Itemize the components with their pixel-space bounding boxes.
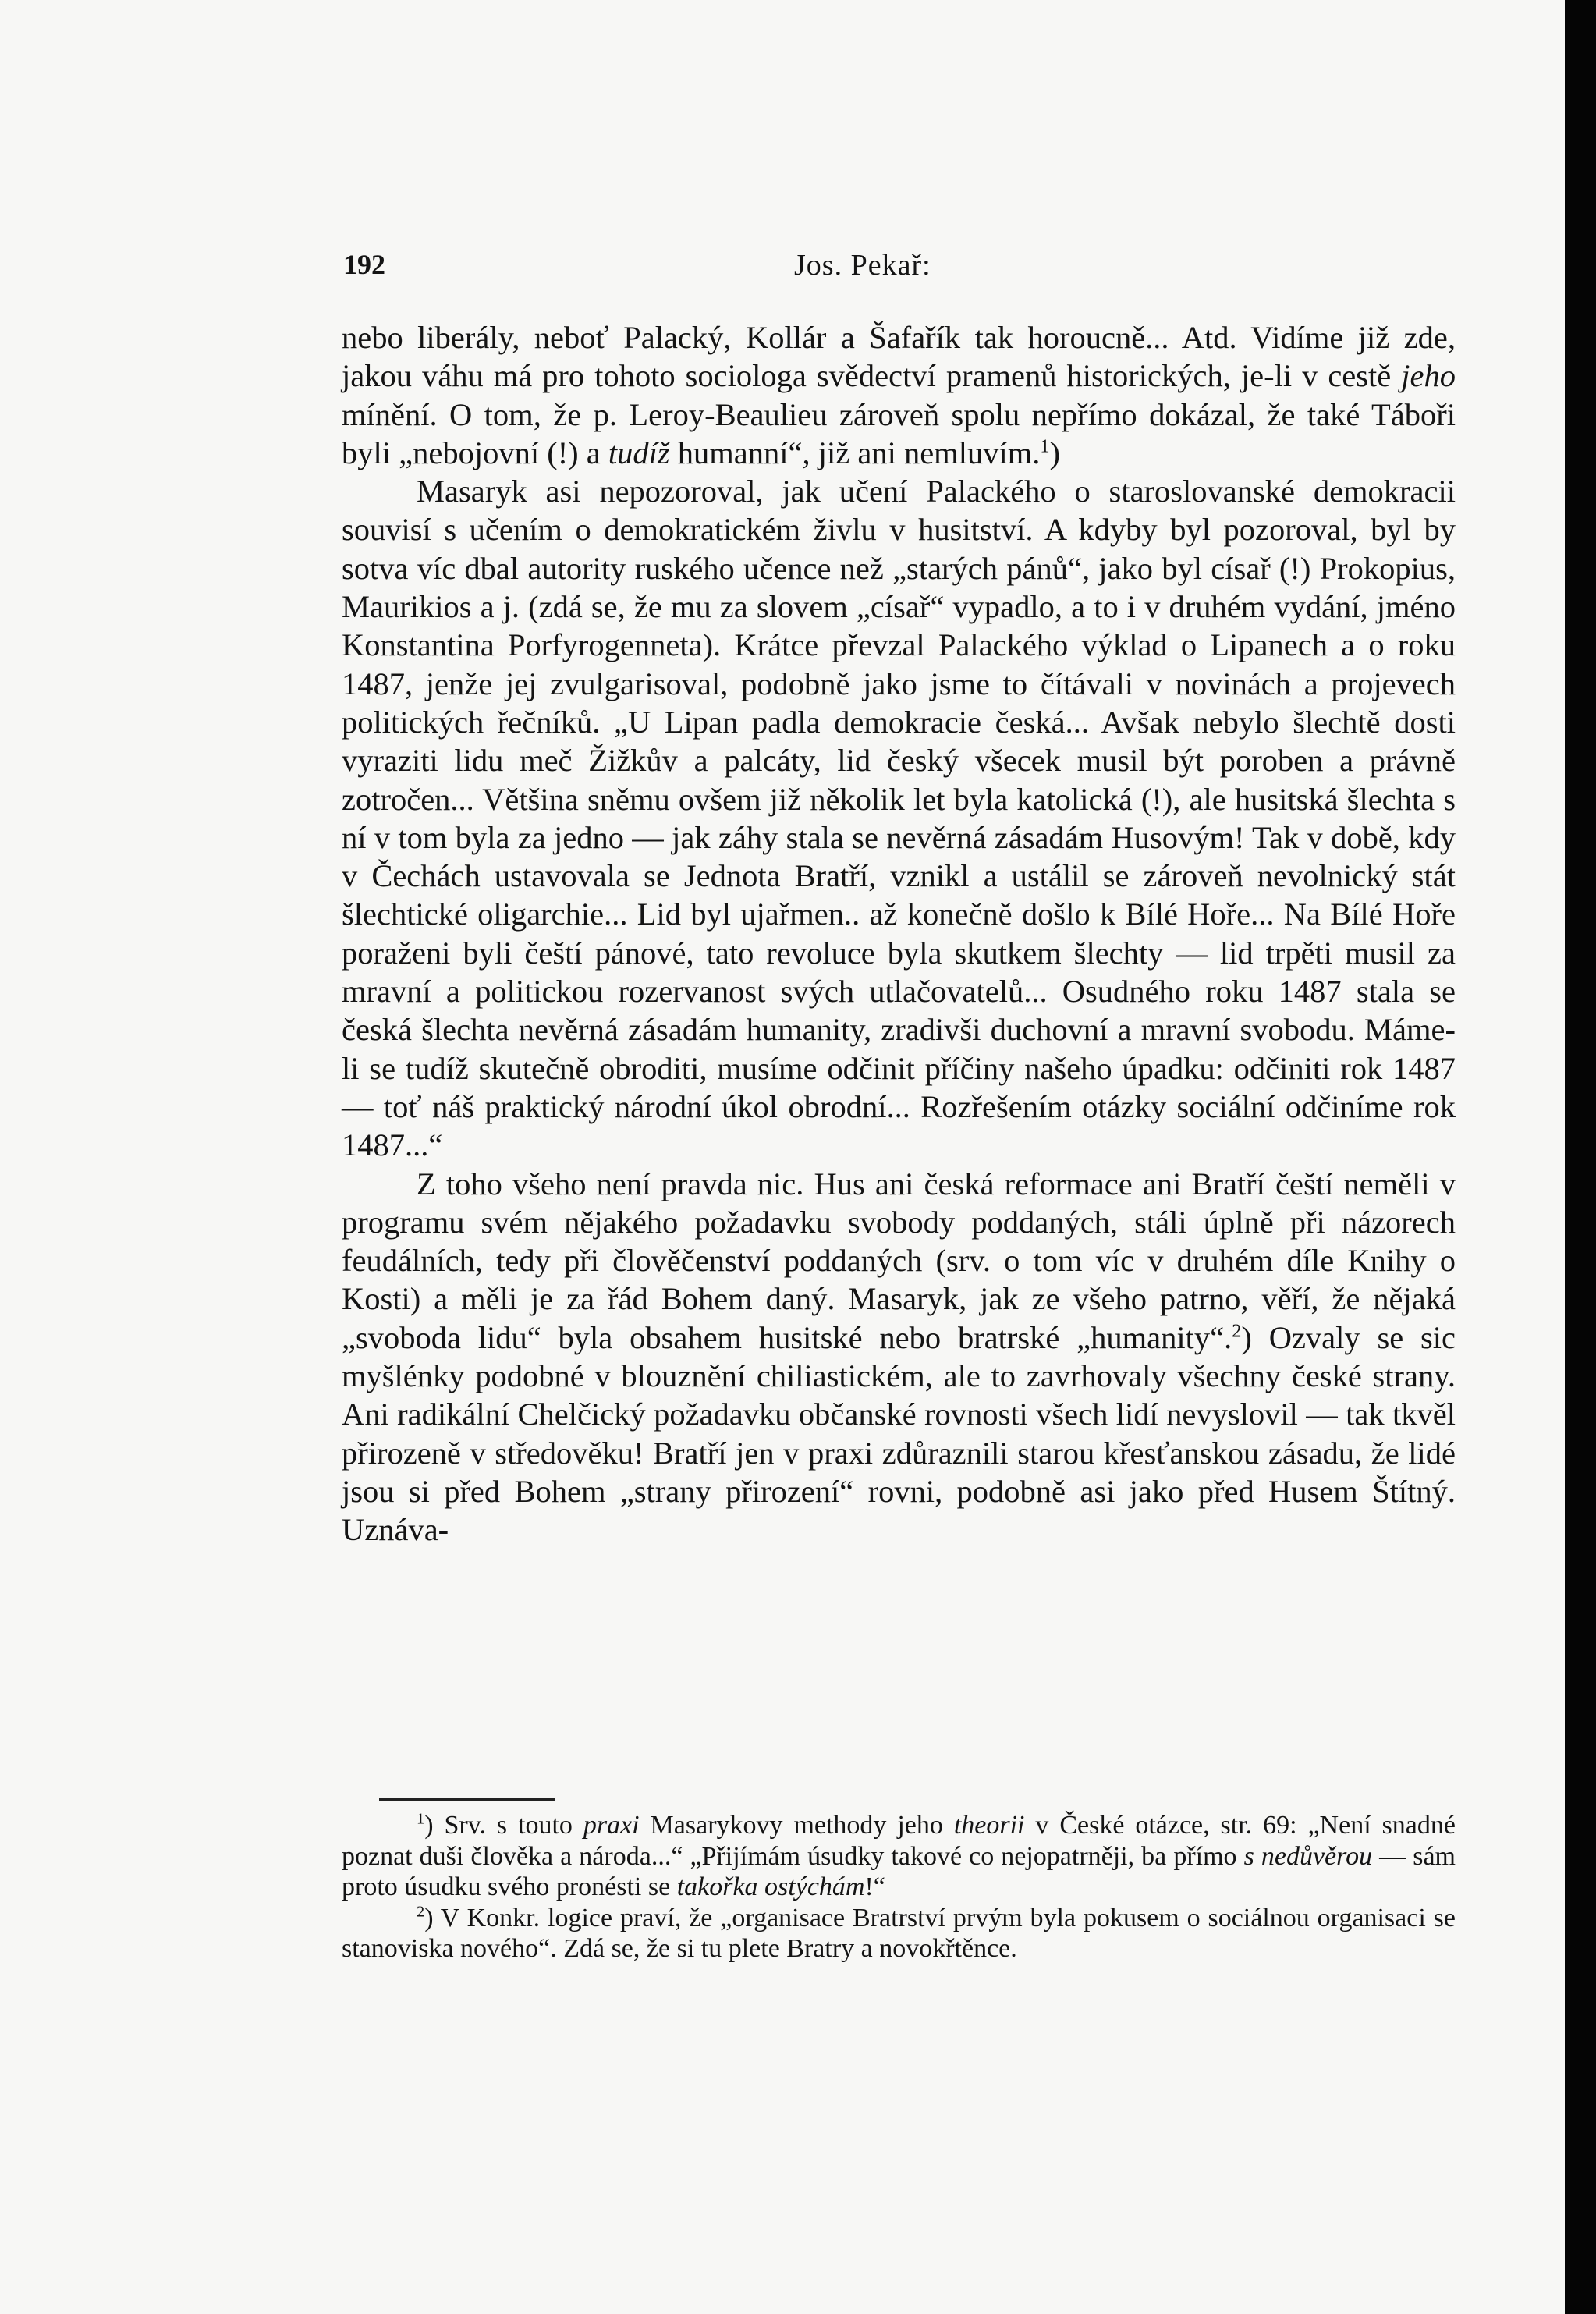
- footnote-1-text-e: !“: [864, 1872, 885, 1901]
- paragraph-1-close: ): [1049, 435, 1060, 470]
- footnote-1: [342, 1810, 1456, 1903]
- paragraph-1-text-a: nebo liberály, neboť Palacký, Kollár a Šafařík tak horoucně... Atd. Vidíme již zde, jakou váhu má pro tohoto sociologa svědectví pramenů historických, je-li v cestě: [342, 320, 1456, 394]
- footnote-2: [342, 1903, 1456, 1964]
- running-head: Jos. Pekař:: [794, 249, 931, 282]
- page-header: [343, 248, 1451, 295]
- footnotes: [342, 1810, 1456, 1964]
- footnote-ref-1: 1: [1040, 435, 1050, 457]
- footnote-1-text-a: ) Srv. s touto: [424, 1811, 583, 1840]
- footnote-2-text: ) V Konkr. logice praví, že „organisace Bratrství prvým byla pokusem o sociálnou organisaci se stanoviska nového“. Zdá se, že si tu plete Bratry a novokřtěnce.: [342, 1903, 1456, 1963]
- paragraph-3: [342, 1165, 1456, 1549]
- paragraph-1-text-b: mínění. O tom, že p. Leroy-Beaulieu zároveň spolu nepřímo dokázal, že také Táboři byli „nebojovní (!) a: [342, 396, 1456, 470]
- paragraph-2: Masaryk asi nepozoroval, jak učení Palackého o staroslovanské demokracii souvisí s učením o demokratickém živlu v husitství. A kdyby byl pozoroval, byl by sotva víc dbal autority ruského učence než „starých pánů“, jako byl císař (!) Prokopius, Maurikios a j. (zdá se, že mu za slovem „císař“ vypadlo, a to i v druhém vydání, jméno Konstantina Porfyrogenneta). Krátce převzal Palackého výklad o Lipanech a o roku 1487, jenže jej zvulgarisoval, podobně jako jsme to čítávali v novinách a projevech politických řečníků. „U Lipan padla demokracie česká... Avšak nebylo šlechtě dosti vyraziti lidu meč Žižkův a palcáty, lid český všecek musil být poroben a právně zotročen... Většina sněmu ovšem již několik let byla katolická (!), ale husitská šlechta s ní v tom byla za jedno — jak záhy stala se nevěrná zásadám Husovým! Tak v době, kdy v Čechách ustavovala se Jednota Bratří, vznikl a ustálil se zároveň nevolnický stát šlechtické oligarchie... Lid byl ujařmen.. až konečně došlo k Bílé Hoře... Na Bílé Hoře poraženi byli čeští pánové, tato revoluce byla skutkem šlechty — lid trpěti musil za mravní a politickou rozervanost svých utlačovatelů... Osudného roku 1487 stala se česká šlechta nevěrná zásadám humanity, zradivši duchovní a mravní svobodu. Máme-li se tudíž skutečně obroditi, musíme odčinit příčiny našeho úpadku: odčiniti rok 1487 — toť náš praktický národní úkol obrodní... Rozřešením otázky sociální odčiníme rok 1487...“: [342, 474, 1456, 1163]
- footnote-divider: [379, 1798, 555, 1801]
- emphasis-praxi: praxi: [583, 1811, 640, 1840]
- page-number: 192: [343, 249, 385, 280]
- main-text: [342, 318, 1456, 1549]
- paragraph-3-text-b: ) Ozvaly se sic myšlénky podobné v blouznění chiliastickém, ale to zavrhovaly všechny české strany. Ani radikální Chelčický požadavku občanské rovnosti všech lidí nevyslovil — tak tkvěl přirozeně v středověku! Bratří jen v praxi zdůraznili starou křesťanskou zásadu, že lidé jsou si před Bohem „strany přirození“ rovni, podobně asi jako před Husem Štítný. Uznáva-: [342, 1319, 1456, 1548]
- paragraph-1-text-c: humanní“, již ani nemluvím.: [669, 435, 1041, 470]
- scan-edge: [1565, 0, 1596, 2314]
- paragraph-3-text-a: Z toho všeho není pravda nic. Hus ani česká reformace ani Bratří čeští neměli v programu svém nějakého požadavku svobody poddaných, stáli úplně při názorech feudálních, tedy při člověčenství poddaných (srv. o tom víc v druhém díle Knihy o Kosti) a měli je za řád Bohem daný. Masaryk, jak ze všeho patrno, věří, že nějaká „svoboda lidu“ byla obsahem husitské nebo bratrské „humanity“.: [342, 1166, 1456, 1355]
- emphasis-takorka: takořka ostýchám: [676, 1872, 865, 1901]
- footnote-1-text-b: Masarykovy methody jeho: [639, 1811, 954, 1840]
- emphasis-jeho: jeho: [1401, 358, 1456, 394]
- footnote-1-number: 1: [417, 1810, 425, 1828]
- paragraph-1: [342, 318, 1456, 472]
- footnote-2-number: 2: [417, 1903, 425, 1921]
- emphasis-neduverou: s nedůvěrou: [1243, 1841, 1373, 1871]
- emphasis-theorii: theorii: [953, 1811, 1025, 1840]
- footnote-1-text-c: v České otázce, str. 69: „Není snadné poznat duši člověka a národa...“ „Přijímám úsudky takové co nejopatrněji, ba přímo: [342, 1811, 1456, 1871]
- footnote-ref-2: 2: [1232, 1320, 1242, 1342]
- emphasis-tudiz: tudíž: [608, 435, 670, 470]
- footnote-1-text-d: — sám proto úsudku svého pronésti se: [342, 1841, 1456, 1901]
